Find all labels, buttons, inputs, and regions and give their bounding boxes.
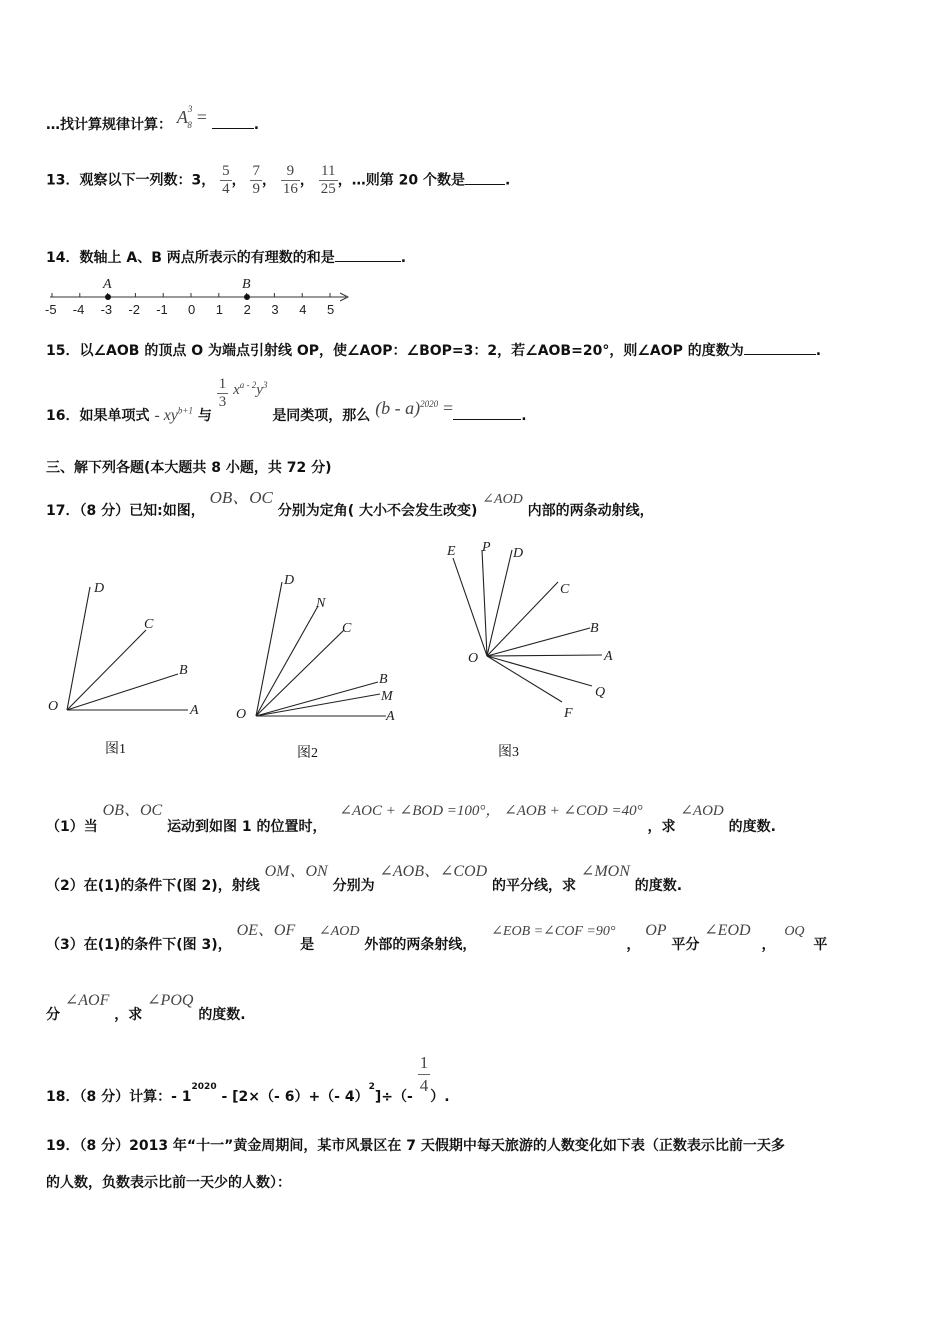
figure-2 xyxy=(230,568,410,732)
figure-3 xyxy=(440,536,630,730)
tick-label: 5 xyxy=(327,302,335,317)
svg-text:C: C xyxy=(342,621,352,636)
section-3-title: 三、解下列各题(本大题共 8 小题，共 72 分) xyxy=(46,460,332,476)
question-14: 14．数轴上 A、B 两点所表示的有理数的和是 . xyxy=(46,247,406,267)
fraction: $\frac{7}{9}$ xyxy=(252,163,260,197)
fraction: $\frac{5}{4}$ xyxy=(222,163,230,197)
tick-label: 1 xyxy=(215,302,224,317)
answer-blank xyxy=(453,405,521,420)
number-line xyxy=(44,272,354,322)
question-19-line-2: 的人数，负数表示比前一天少的人数）： xyxy=(46,1175,291,1191)
answer-blank xyxy=(335,247,401,262)
question-17: 17．（8 分）已知:如图， OB、OC 分别为定角( 大小不会发生改变) ∠AOD 内部的两条动射线， xyxy=(46,488,654,519)
tick-label: -1 xyxy=(156,302,168,317)
fraction: $\frac{1}{4}$ xyxy=(419,1053,429,1095)
question-17-part-3: （3）在(1)的条件下(图 3)， OE、OF 是 ∠AOD 外部的两条射线， ∠EOB =∠COF =90° ， OP 平分 ∠EOD ， OQ 平 xyxy=(46,922,828,953)
label-b: B xyxy=(242,277,251,292)
figure-3-caption: 图3 xyxy=(498,745,519,760)
tick-label: 2 xyxy=(243,302,251,317)
svg-text:O: O xyxy=(48,699,59,714)
svg-text:C: C xyxy=(560,582,570,597)
tick-label: 4 xyxy=(299,302,307,317)
figure-1 xyxy=(40,572,220,726)
svg-text:Q: Q xyxy=(595,685,606,700)
svg-text:D: D xyxy=(94,581,105,596)
label-a: A xyxy=(103,277,112,292)
figure-2-caption: 图2 xyxy=(297,746,318,761)
question-15: 15．以∠AOB 的顶点 O 为端点引射线 OP，使∠AOP：∠BOP=3：2，若∠AOB=20°，则∠AOP 的度数为 . xyxy=(46,340,821,360)
tick-label: 3 xyxy=(271,302,279,317)
svg-text:A: A xyxy=(386,709,395,724)
fraction: $\frac{11}{25}$ xyxy=(320,163,336,197)
svg-text:C: C xyxy=(144,617,154,632)
tick-label: -3 xyxy=(100,302,113,317)
permutation-expr: $A^3_8$ xyxy=(176,104,193,130)
svg-text:B: B xyxy=(379,672,388,687)
answer-blank xyxy=(744,340,816,355)
fraction: $\frac{1}{3}$ xyxy=(218,376,227,410)
svg-text:M: M xyxy=(381,689,393,704)
svg-text:P: P xyxy=(482,540,491,555)
svg-text:A: A xyxy=(190,703,199,718)
figure-1-caption: 图1 xyxy=(105,742,126,757)
svg-text:A: A xyxy=(604,649,613,664)
question-19-line-1: 19．（8 分）2013 年“十一”黄金周期间，某市风景区在 7 天假期中每天旅游的人数变化如下表（正数表示比前一天多 xyxy=(46,1138,785,1154)
monomial-1: - $xy^{b+1}$ xyxy=(154,405,193,424)
monomial-2: $x^{a - 2}y^3$ xyxy=(233,379,268,398)
question-16: 16．如果单项式 - $xy^{b+1}$ 与 $\frac{1}{3}$ $x^{a - 2}y^3$ 是同类项，那么 (b - a)$^{2020}$ = . xyxy=(46,376,527,424)
svg-text:D: D xyxy=(513,546,524,561)
svg-text:D: D xyxy=(284,573,295,588)
svg-text:B: B xyxy=(590,621,599,636)
point-a xyxy=(105,294,111,300)
question-17-part-3-cont: 分 ∠AOF ，求 ∠POQ 的度数. xyxy=(46,992,246,1023)
question-17-part-2: （2）在(1)的条件下(图 2)，射线 OM、ON 分别为 ∠AOB、∠COD 的平分线，求 ∠MON 的度数. xyxy=(46,863,683,894)
svg-text:F: F xyxy=(564,706,573,721)
answer-blank xyxy=(465,170,505,185)
tick-label: -4 xyxy=(72,302,85,317)
question-18: 18．（8 分）计算：- $1^{2020} - [2\times(-$ 6）+（- 4）$^2$]÷（- $\frac{1}{4}$ ）. xyxy=(46,1053,450,1105)
answer-blank xyxy=(212,114,254,129)
tick-label: 0 xyxy=(188,302,196,317)
svg-text:B: B xyxy=(179,663,188,678)
tick-label: -2 xyxy=(128,302,140,317)
svg-text:N: N xyxy=(316,596,326,611)
power-expr: (b - a)$^{2020}$ xyxy=(375,397,439,418)
point-b xyxy=(244,294,250,300)
svg-text:O: O xyxy=(468,651,479,666)
fraction: $\frac{9}{16}$ xyxy=(282,163,298,197)
svg-text:O: O xyxy=(236,707,247,722)
line-a8: …找计算规律计算： $A^3_8$ = . xyxy=(46,104,260,133)
tick-label: -5 xyxy=(45,302,57,317)
question-17-part-1: （1）当 OB、OC 运动到如图 1 的位置时， ∠AOC + ∠BOD =100°， ∠AOB + ∠COD =40° ，求 ∠AOD 的度数. xyxy=(46,802,776,835)
question-13: 13．观察以下一列数：3， $\frac{5}{4}$ ， $\frac{7}{9}$ ， $\frac{9}{16}$ ， $\frac{11}{25}$ ，…则第 20 个数是 . xyxy=(46,163,511,197)
svg-text:E: E xyxy=(447,544,456,559)
